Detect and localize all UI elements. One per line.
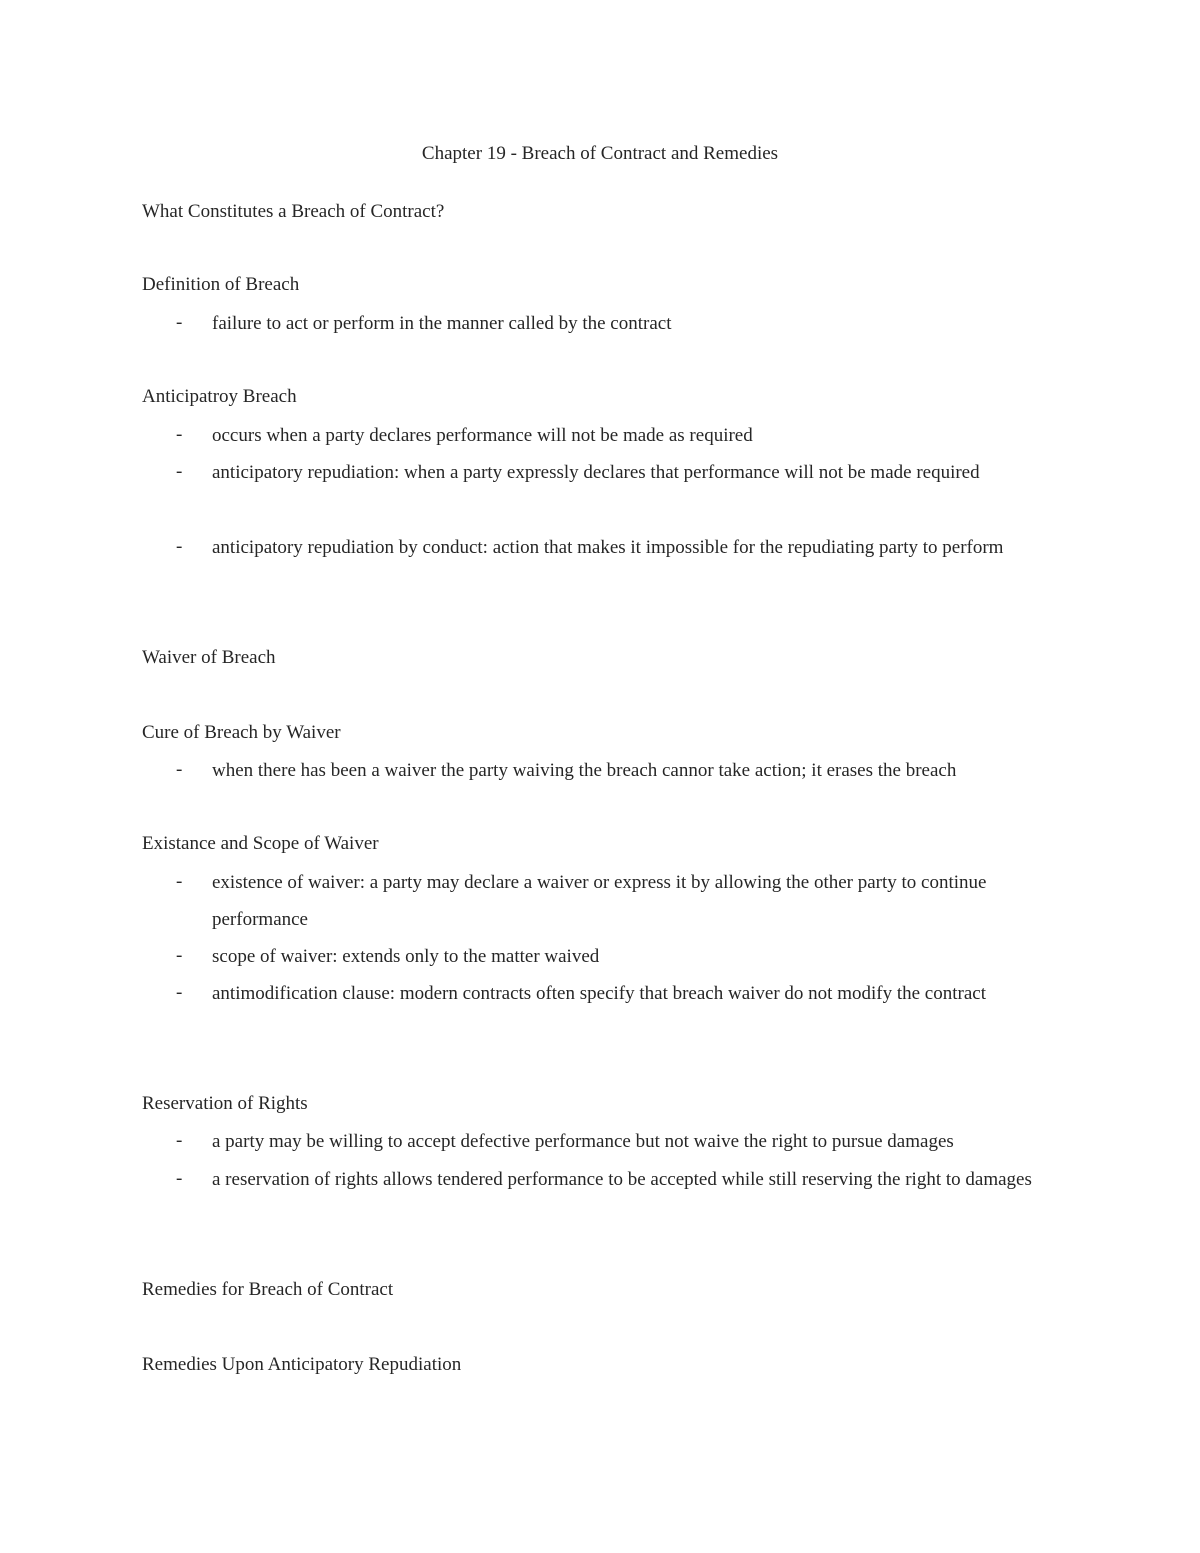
list-item-text: occurs when a party declares performance will not be made as required [212, 425, 753, 446]
list-item-text: existence of waiver: a party may declare a waiver or express it by allowing the other party to continue performance [212, 872, 987, 930]
list-item-text: when there has been a waiver the party waiving the breach cannor take action; it erases the breach [212, 760, 957, 781]
section-heading: Existance and Scope of Waiver [142, 833, 379, 854]
list-item-text: anticipatory repudiation: when a party expressly declares that performance will not be made required [212, 462, 980, 483]
bullet-marker: - [176, 945, 183, 966]
section-heading: Cure of Breach by Waiver [142, 722, 341, 743]
section-heading: Waiver of Breach [142, 647, 276, 668]
bullet-marker: - [176, 871, 183, 892]
list-item-text: failure to act or perform in the manner called by the contract [212, 313, 672, 334]
bullet-marker: - [176, 536, 183, 557]
section-heading: Reservation of Rights [142, 1093, 308, 1114]
bullet-marker: - [176, 1130, 183, 1151]
section-heading: Remedies Upon Anticipatory Repudiation [142, 1354, 462, 1375]
bullet-marker: - [176, 424, 183, 445]
bullet-marker: - [176, 759, 183, 780]
bullet-marker: - [176, 982, 183, 1003]
section-heading: Anticipatroy Breach [142, 386, 297, 407]
bullet-marker: - [176, 1168, 183, 1189]
section-heading: Remedies for Breach of Contract [142, 1279, 394, 1300]
list-item-text: scope of waiver: extends only to the matter waived [212, 946, 600, 967]
page-title: Chapter 19 - Breach of Contract and Remedies [421, 143, 779, 164]
section-heading: Definition of Breach [142, 274, 300, 295]
bullet-marker: - [176, 461, 183, 482]
list-item-text: a reservation of rights allows tendered performance to be accepted while still reserving the right to damages [212, 1169, 1032, 1190]
list-item-text: antimodification clause: modern contracts often specify that breach waiver do not modify the contract [212, 983, 986, 1004]
bullet-marker: - [176, 312, 183, 333]
list-item-text: anticipatory repudiation by conduct: action that makes it impossible for the repudiating party to perform [212, 537, 1004, 558]
list-item-text: a party may be willing to accept defective performance but not waive the right to pursue damages [212, 1131, 954, 1152]
section-heading: What Constitutes a Breach of Contract? [142, 201, 445, 222]
